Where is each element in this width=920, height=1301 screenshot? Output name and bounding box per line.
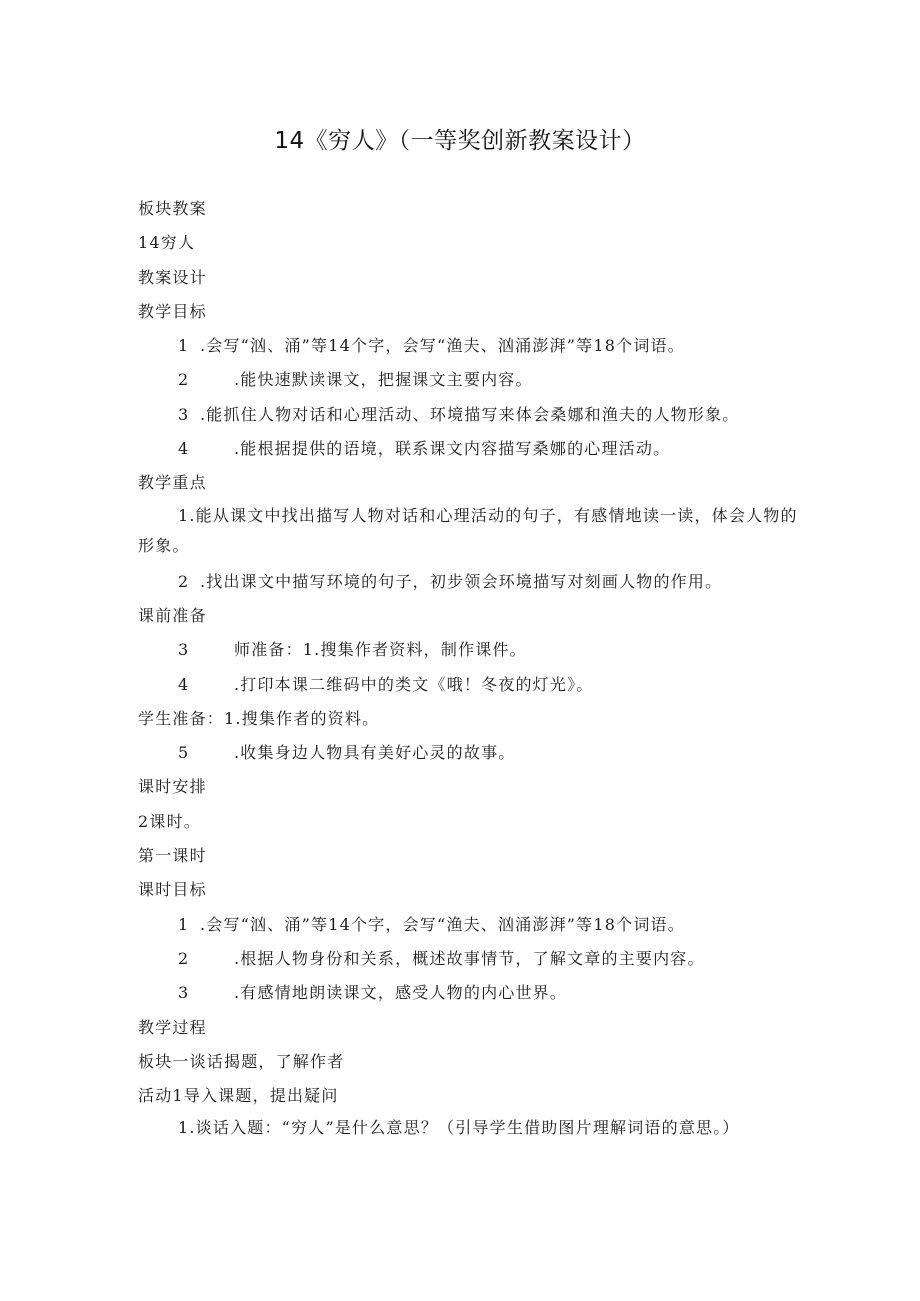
list-item-text: .能快速默读课文，把握课文主要内容。 (234, 370, 533, 390)
list-item-text: .谈话入题：“穷人”是什么意思？（引导学生借助图片理解词语的意思。） (189, 1118, 740, 1138)
list-item (138, 942, 798, 976)
list-item-number: 3 (178, 983, 190, 1003)
list-item-number: 2 (178, 370, 190, 390)
list-item (138, 668, 798, 702)
list-item-number: 2 (178, 948, 190, 968)
list-item (138, 908, 798, 942)
list-item (138, 1113, 798, 1143)
list-item-number: 1 (178, 336, 190, 356)
list-item-number: 3 (178, 404, 190, 424)
paragraph-line: 板块教案 (138, 199, 207, 218)
paragraph-line: 2课时。 (138, 811, 201, 831)
list-item-text: .能从课文中找出描写人物对话和心理活动的句子，有感情地读一读，体会人物的形象。 (138, 505, 798, 555)
list-item-text: .有感情地朗读课文，感受人物的内心世界。 (234, 983, 568, 1003)
list-item (138, 363, 798, 397)
list-item-number: 1 (178, 505, 190, 525)
list-item-number: 1 (178, 1118, 190, 1138)
paragraph-line: 课前准备 (138, 605, 207, 625)
paragraph-line: 教学过程 (138, 1017, 207, 1037)
paragraph-line: 学生准备：1.搜集作者的资料。 (138, 708, 380, 728)
paragraph-line: 教学目标 (138, 301, 207, 321)
list-item (138, 736, 798, 770)
list-item-number: 1 (178, 914, 190, 934)
paragraph-line: 课时目标 (138, 880, 207, 900)
paragraph-line: 板块一谈话揭题，了解作者 (138, 1051, 345, 1071)
list-item-number: 2 (178, 571, 190, 591)
list-item-text: .根据人物身份和关系，概述故事情节，了解文章的主要内容。 (234, 948, 705, 968)
paragraph-line: 教案设计 (138, 267, 207, 287)
list-item-text: 师准备：1.搜集作者资料，制作课件。 (234, 640, 527, 660)
list-item-number: 3 (178, 640, 190, 660)
paragraph-line: 课时安排 (138, 777, 207, 797)
list-item (138, 329, 798, 363)
list-item-text: .找出课文中描写环境的句子，初步领会环境描写对刻画人物的作用。 (200, 571, 723, 591)
document-body (138, 192, 798, 1147)
list-item-text: .能抓住人物对话和心理活动、环境描写来体会桑娜和渔夫的人物形象。 (200, 404, 740, 424)
list-item-text: .能根据提供的语境，联系课文内容描写桑娜的心理活动。 (234, 439, 671, 459)
paragraph-line: 活动1导入课题，提出疑问 (138, 1086, 339, 1106)
list-item (138, 565, 798, 599)
list-item-text: .收集身边人物具有美好心灵的故事。 (234, 743, 516, 763)
list-item (138, 976, 798, 1010)
list-item-number: 4 (178, 674, 190, 694)
list-item (138, 633, 798, 667)
document-title: 14《穷人》（一等奖创新教案设计） (274, 128, 646, 154)
list-item (138, 501, 798, 561)
paragraph-line: 教学重点 (138, 473, 207, 493)
paragraph-line: 14穷人 (138, 233, 196, 253)
list-item (138, 398, 798, 432)
list-item-number: 5 (178, 743, 190, 763)
list-item-text: .会写“汹、涌”等14个字，会写“渔夫、汹涌澎湃”等18个词语。 (200, 336, 685, 356)
paragraph-line: 第一课时 (138, 846, 207, 866)
list-item (138, 432, 798, 466)
list-item-number: 4 (178, 439, 190, 459)
list-item-text: .打印本课二维码中的类文《哦！冬夜的灯光》。 (234, 674, 594, 694)
list-item-text: .会写“汹、涌”等14个字，会写“渔夫、汹涌澎湃”等18个词语。 (200, 914, 685, 934)
